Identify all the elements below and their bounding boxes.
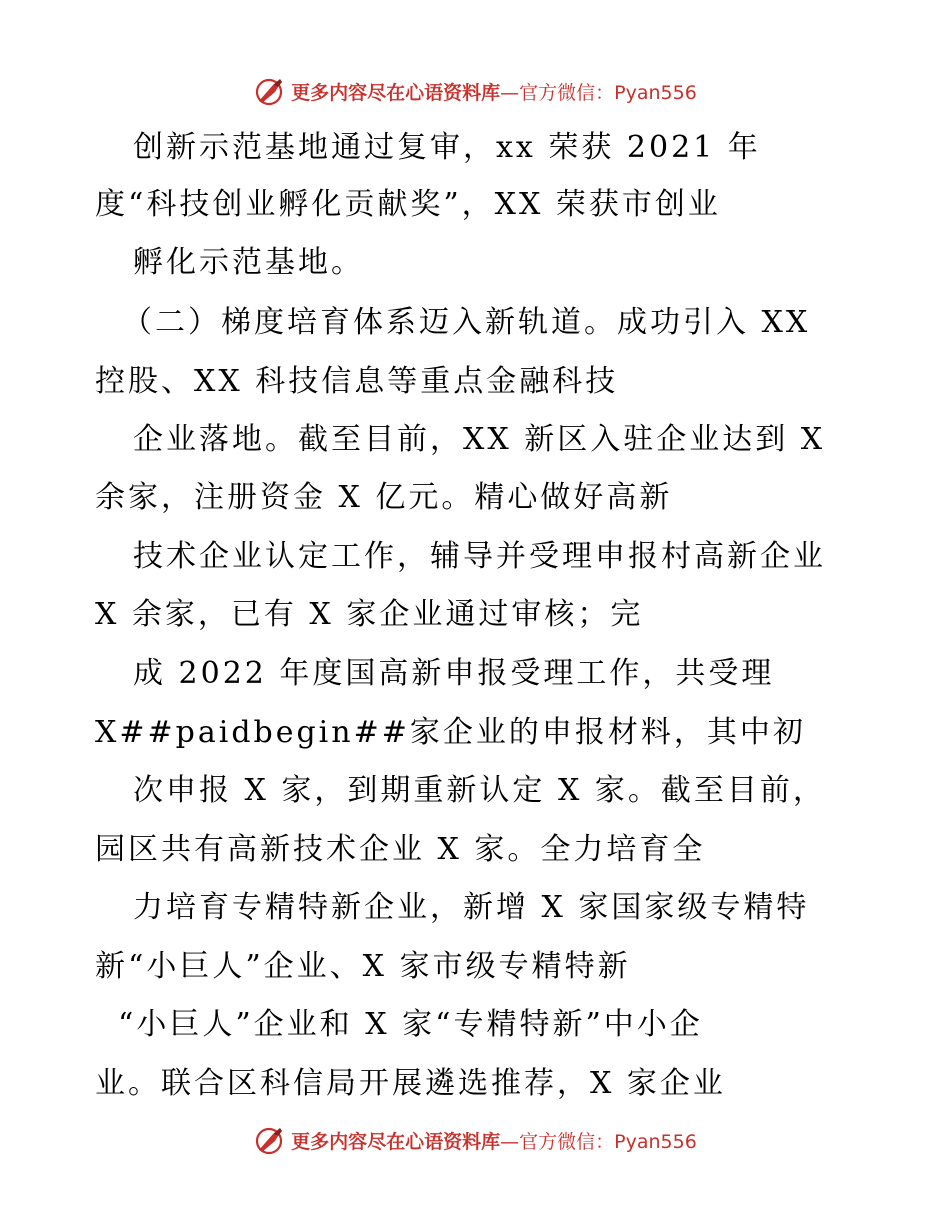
text-line: X##paidbegin##家企业的申报材料，其中初 — [95, 715, 806, 750]
footer-watermark — [0, 1120, 950, 1160]
text-line: 创新示范基地通过复审，xx 荣获 2021 年 — [133, 130, 761, 165]
header-watermark — [0, 71, 950, 111]
watermark-text — [291, 1127, 697, 1154]
watermark-contact: —官方微信：Pyan556 — [500, 81, 697, 104]
watermark-contact: —官方微信：Pyan556 — [500, 1130, 697, 1153]
text-line: 次申报 X 家，到期重新认定 X 家。截至目前， — [133, 773, 826, 808]
text-line: 新“小巨人”企业、X 家市级专精特新 — [95, 949, 631, 984]
watermark-brand: 更多内容尽在心语资料库 — [291, 81, 501, 104]
pen-logo-icon — [253, 1124, 285, 1156]
text-line: 控股、XX 科技信息等重点金融科技 — [95, 364, 619, 399]
text-line: 技术企业认定工作，辅导并受理申报村高新企业 — [133, 539, 826, 574]
text-line: 企业落地。截至目前，XX 新区入驻企业达到 X — [133, 422, 826, 457]
text-line: 力培育专精特新企业，新增 X 家国家级专精特 — [133, 890, 810, 925]
text-line: “小巨人”企业和 X 家“专精特新”中小企 — [118, 1007, 703, 1042]
watermark-brand: 更多内容尽在心语资料库 — [291, 1130, 501, 1153]
text-line: 孵化示范基地。 — [133, 245, 364, 280]
watermark-text — [291, 78, 697, 105]
text-line: 成 2022 年度国高新申报受理工作，共受理 — [133, 656, 775, 691]
pen-logo-icon — [253, 75, 285, 107]
text-line: 余家，注册资金 X 亿元。精心做好高新 — [95, 480, 673, 515]
text-line: （二）梯度培育体系迈入新轨道。成功引入 XX — [122, 305, 811, 340]
text-line: 业。联合区科信局开展遴选推荐，X 家企业 — [95, 1066, 726, 1101]
text-line: X 余家，已有 X 家企业通过审核；完 — [95, 597, 644, 632]
text-line: 园区共有高新技术企业 X 家。全力培育全 — [95, 832, 706, 867]
text-line: 度“科技创业孵化贡献奖”，XX 荣获市创业 — [95, 187, 721, 222]
